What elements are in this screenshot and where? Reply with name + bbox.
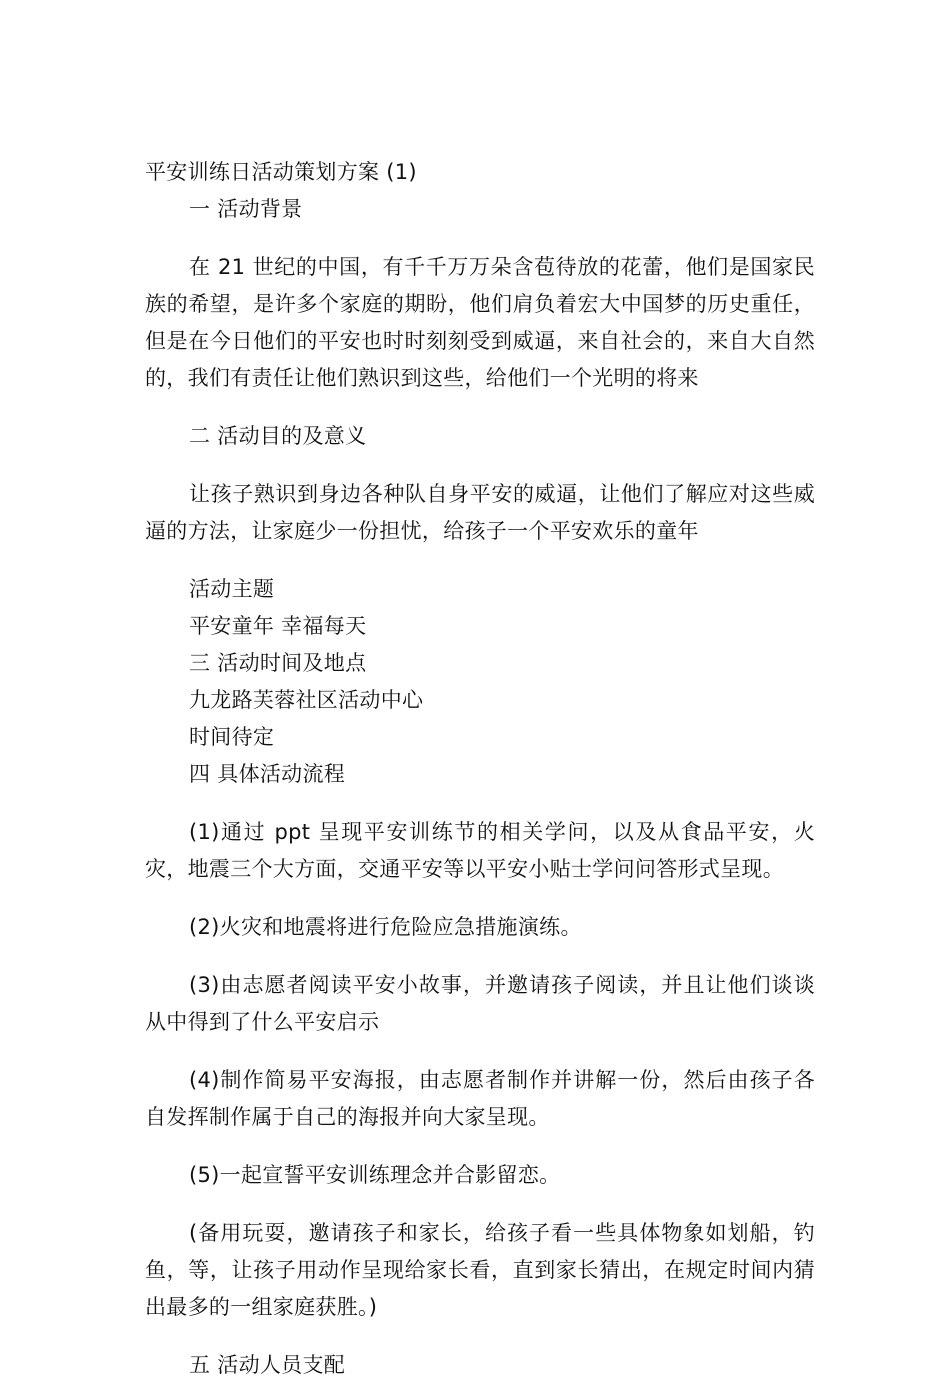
document-title: 平安训练日活动策划方案 (1) [145, 160, 417, 184]
section-heading-process: 四 具体活动流程 [189, 762, 346, 786]
section-heading-staff: 五 活动人员支配 [189, 1353, 346, 1377]
process-item-1: (1)通过 ppt 呈现平安训练节的相关学问，以及从食品平安，火灾，地震三个大方面，交通平安等以平安小贴士学问问答形式呈现。 [145, 820, 815, 881]
section-heading-background: 一 活动背景 [189, 197, 303, 221]
time-text: 时间待定 [189, 725, 275, 749]
section-heading-purpose: 二 活动目的及意义 [189, 424, 367, 448]
process-item-3: (3)由志愿者阅读平安小故事，并邀请孩子阅读，并且让他们谈谈从中得到了什么平安启示 [145, 973, 815, 1034]
process-item-5: (5)一起宣誓平安训练理念并合影留恋。 [189, 1163, 561, 1187]
paragraph-purpose: 让孩子熟识到身边各种队自身平安的威逼，让他们了解应对这些威逼的方法，让家庭少一份担忧，给孩子一个平安欢乐的童年 [145, 482, 815, 543]
document-body [145, 154, 815, 1384]
location-text: 九龙路芙蓉社区活动中心 [189, 688, 424, 712]
backup-game-paragraph: (备用玩耍，邀请孩子和家长，给孩子看一些具体物象如划船，钓鱼，等，让孩子用动作呈现给家长看，直到家长猜出，在规定时间内猜出最多的一组家庭获胜。) [145, 1221, 815, 1319]
theme-text: 平安童年 幸福每天 [189, 614, 367, 638]
paragraph-background: 在 21 世纪的中国，有千千万万朵含苞待放的花蕾，他们是国家民族的希望，是许多个家庭的期盼，他们肩负着宏大中国梦的历史重任，但是在今日他们的平安也时时刻刻受到威逼，来自社会的，来自大自然的，我们有责任让他们熟识到这些，给他们一个光明的将来 [145, 255, 815, 390]
process-item-2: (2)火灾和地震将进行危险应急措施演练。 [189, 915, 582, 939]
section-heading-time-place: 三 活动时间及地点 [189, 651, 367, 675]
process-item-4: (4)制作简易平安海报，由志愿者制作并讲解一份，然后由孩子各自发挥制作属于自己的海报并向大家呈现。 [145, 1068, 815, 1129]
section-heading-theme: 活动主题 [189, 577, 275, 601]
